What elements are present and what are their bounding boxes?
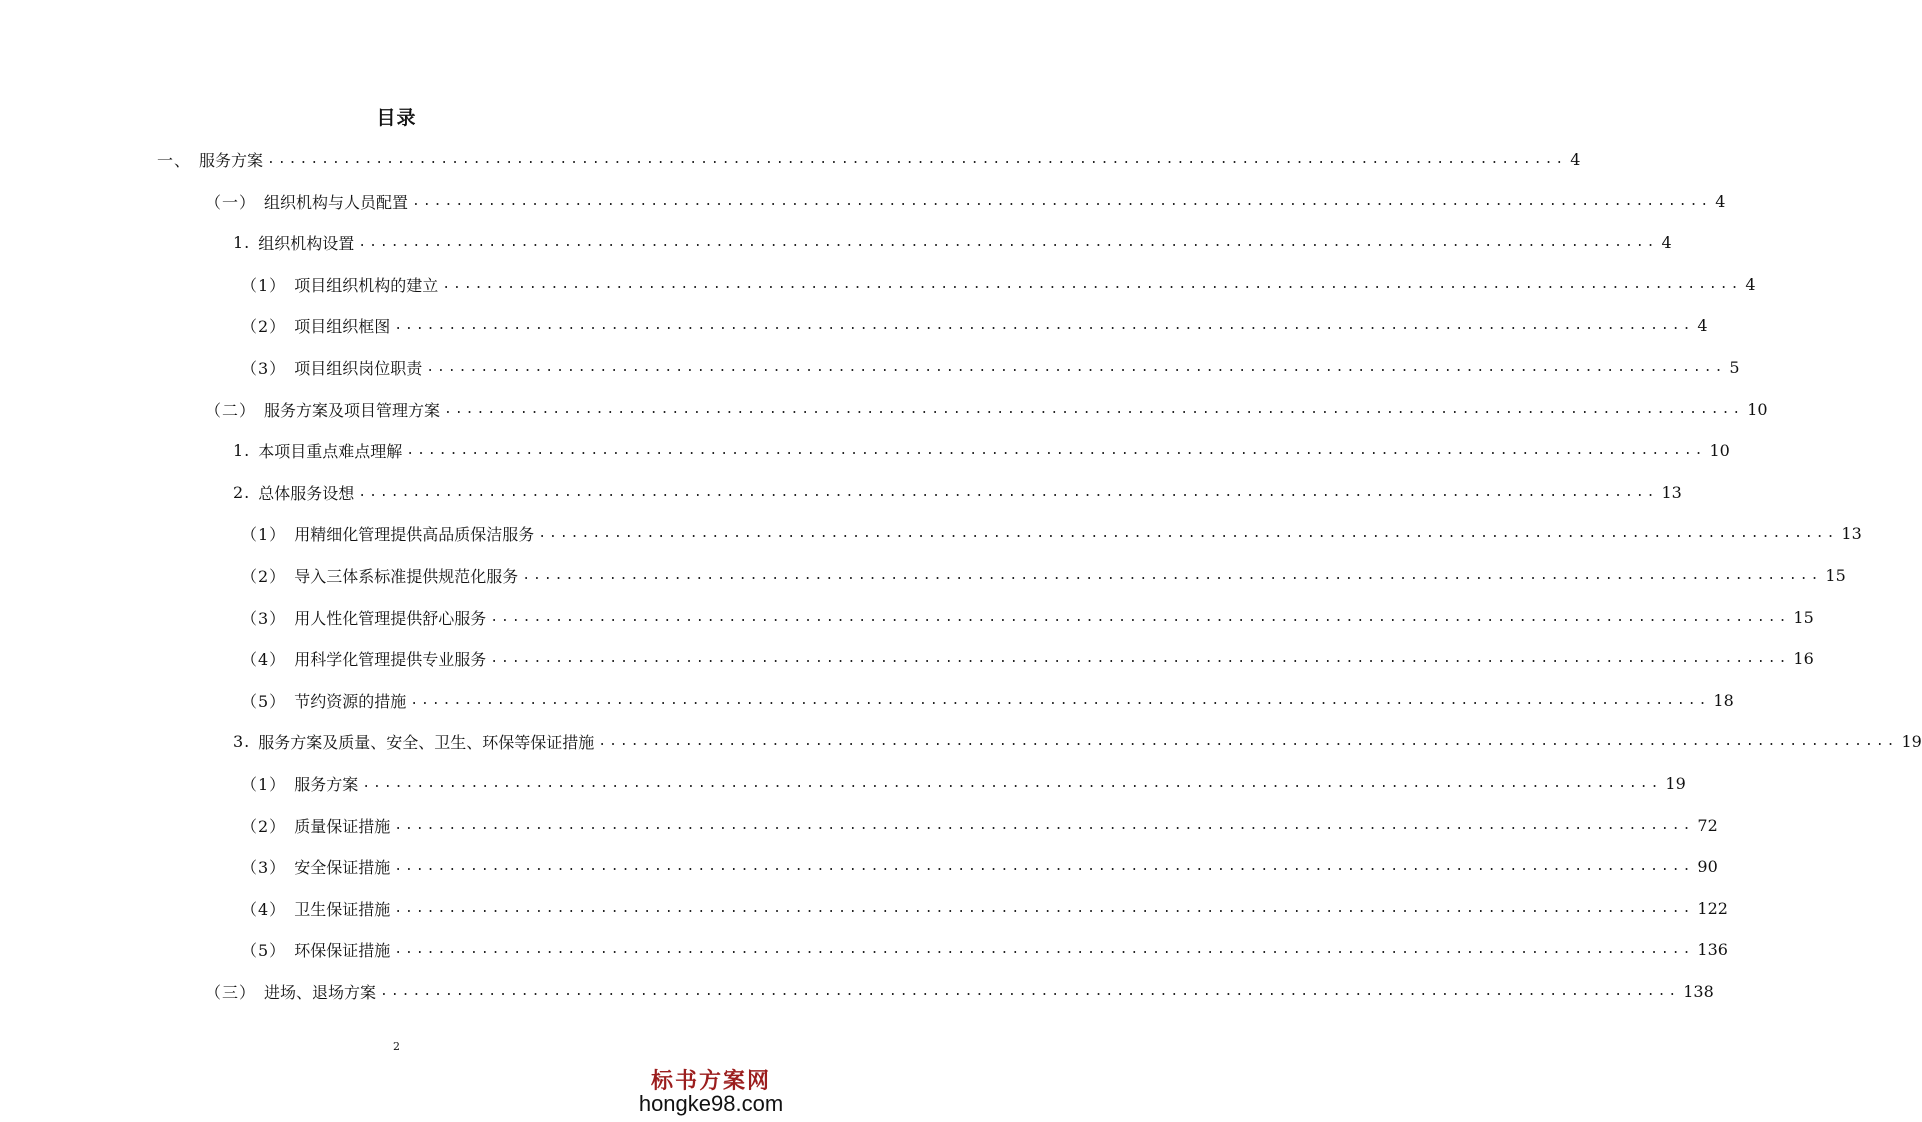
watermark-logo xyxy=(636,1064,786,1117)
toc-entry-number: 一、 xyxy=(157,150,192,170)
toc-entry[interactable] xyxy=(233,229,1672,255)
toc-entry-label: 导入三体系标准提供规范化服务 xyxy=(294,566,519,586)
toc-leader-dots: ........................................................................................................................ xyxy=(358,484,1658,500)
toc-entry-number: （二） xyxy=(205,400,257,420)
toc-entry-page: 16 xyxy=(1793,648,1814,668)
toc-entry-page: 15 xyxy=(1793,607,1814,627)
toc-entry[interactable] xyxy=(233,437,1730,463)
toc-entry-number: （2） xyxy=(241,816,287,836)
toc-entry-label: 总体服务设想 xyxy=(258,483,355,503)
toc-entry-page: 5 xyxy=(1729,357,1740,377)
toc-entry[interactable] xyxy=(241,895,1728,921)
toc-leader-dots: ........................................................................................................................ xyxy=(394,317,1694,333)
toc-entry[interactable] xyxy=(241,812,1718,838)
toc-entry-page: 10 xyxy=(1709,440,1730,460)
toc-entry[interactable] xyxy=(241,645,1814,671)
toc-leader-dots: ........................................................................................................................ xyxy=(412,193,1712,209)
toc-entry-label: 项目组织机构的建立 xyxy=(294,275,439,295)
toc-entry-page: 19 xyxy=(1665,773,1686,793)
toc-entry-page: 90 xyxy=(1697,856,1718,876)
toc-leader-dots: ........................................................................................................................ xyxy=(444,401,1744,417)
toc-entry[interactable] xyxy=(205,978,1714,1004)
toc-entry-page: 15 xyxy=(1825,565,1846,585)
toc-entry-label: 组织机构设置 xyxy=(258,233,355,253)
toc-entry-label: 节约资源的措施 xyxy=(294,691,407,711)
watermark-en-text: hongke98.com xyxy=(638,1091,784,1116)
toc-entry-number: （1） xyxy=(241,275,287,295)
toc-entry-number: 1. xyxy=(233,440,251,460)
toc-entry[interactable] xyxy=(233,728,1922,754)
toc-entry-label: 用精细化管理提供高品质保洁服务 xyxy=(294,524,535,544)
toc-leader-dots: ........................................................................................................................ xyxy=(358,234,1658,250)
toc-entry-page: 4 xyxy=(1715,191,1726,211)
toc-entry-label: 用人性化管理提供舒心服务 xyxy=(294,608,487,628)
toc-entry-number: （2） xyxy=(241,316,287,336)
watermark-cn-text: 标书方案网 xyxy=(650,1069,771,1094)
toc-entry-number: （5） xyxy=(241,691,287,711)
toc-entry[interactable] xyxy=(241,687,1734,713)
toc-entry-label: 进场、退场方案 xyxy=(264,982,377,1002)
toc-entry-page: 4 xyxy=(1570,149,1581,169)
toc-leader-dots: ........................................................................................................................ xyxy=(394,941,1694,957)
toc-entry[interactable] xyxy=(241,354,1740,380)
toc-leader-dots: ........................................................................................................................ xyxy=(522,567,1822,583)
toc-entry-page: 10 xyxy=(1747,399,1768,419)
toc-entry[interactable] xyxy=(241,312,1708,338)
toc-leader-dots: ........................................................................................................................ xyxy=(410,692,1710,708)
toc-entry-number: （4） xyxy=(241,899,287,919)
toc-entry-label: 项目组织框图 xyxy=(294,316,391,336)
toc-entry[interactable] xyxy=(241,604,1814,630)
toc-entry-label: 项目组织岗位职责 xyxy=(294,358,423,378)
toc-leader-dots: ........................................................................................................................ xyxy=(490,609,1790,625)
toc-entry[interactable] xyxy=(241,562,1846,588)
toc-entry-label: 服务方案及质量、安全、卫生、环保等保证措施 xyxy=(258,732,595,752)
toc-leader-dots: ........................................................................................................................ xyxy=(490,650,1790,666)
toc-title: 目录 xyxy=(376,107,417,129)
toc-leader-dots: ........................................................................................................................ xyxy=(406,442,1706,458)
toc-entry-number: （三） xyxy=(205,982,257,1002)
toc-entry-number: （4） xyxy=(241,649,287,669)
toc-entry-number: （3） xyxy=(241,358,287,378)
toc-leader-dots: ........................................................................................................................ xyxy=(267,151,1567,167)
toc-entry-label: 本项目重点难点理解 xyxy=(258,441,403,461)
toc-leader-dots: ........................................................................................................................ xyxy=(426,359,1726,375)
toc-entry-number: 1. xyxy=(233,232,251,252)
toc-leader-dots: ........................................................................................................................ xyxy=(394,900,1694,916)
toc-leader-dots: ........................................................................................................................ xyxy=(598,733,1898,749)
toc-entry-label: 组织机构与人员配置 xyxy=(264,192,409,212)
toc-entry-page: 122 xyxy=(1697,898,1728,918)
toc-entry-page: 72 xyxy=(1697,815,1718,835)
toc-leader-dots: ........................................................................................................................ xyxy=(394,858,1694,874)
toc-entry-label: 安全保证措施 xyxy=(294,857,391,877)
toc-entry-page: 13 xyxy=(1661,482,1682,502)
toc-entry-page: 13 xyxy=(1841,523,1862,543)
page-number: 2 xyxy=(393,1040,400,1053)
toc-entry-number: 2. xyxy=(233,482,251,502)
toc-entry-page: 138 xyxy=(1683,981,1714,1001)
toc-entry-number: （1） xyxy=(241,774,287,794)
toc-entry[interactable] xyxy=(241,271,1756,297)
toc-entry-label: 服务方案及项目管理方案 xyxy=(264,400,441,420)
toc-leader-dots: ........................................................................................................................ xyxy=(380,983,1680,999)
toc-entry-number: （一） xyxy=(205,192,257,212)
toc-leader-dots: ........................................................................................................................ xyxy=(394,817,1694,833)
toc-entry-page: 4 xyxy=(1745,274,1756,294)
toc-entry-number: （2） xyxy=(241,566,287,586)
toc-entry-label: 环保保证措施 xyxy=(294,940,391,960)
toc-entry-number: （3） xyxy=(241,857,287,877)
toc-entry-number: （5） xyxy=(241,940,287,960)
toc-entry-page: 19 xyxy=(1901,731,1922,751)
toc-entry[interactable] xyxy=(233,479,1682,505)
toc-entry-label: 用科学化管理提供专业服务 xyxy=(294,649,487,669)
toc-entry-page: 18 xyxy=(1713,690,1734,710)
toc-entry[interactable] xyxy=(241,770,1686,796)
toc-entry-label: 服务方案 xyxy=(199,150,264,170)
toc-entry[interactable] xyxy=(205,396,1768,422)
toc-entry-page: 4 xyxy=(1697,315,1708,335)
toc-leader-dots: ........................................................................................................................ xyxy=(362,775,1662,791)
toc-leader-dots: ........................................................................................................................ xyxy=(442,276,1742,292)
toc-entry-page: 4 xyxy=(1661,232,1672,252)
toc-entry-number: （3） xyxy=(241,608,287,628)
toc-entry[interactable] xyxy=(205,188,1726,214)
toc-entry-label: 质量保证措施 xyxy=(294,816,391,836)
toc-leader-dots: ........................................................................................................................ xyxy=(538,525,1838,541)
toc-entry[interactable] xyxy=(241,520,1862,546)
toc-entry-label: 卫生保证措施 xyxy=(294,899,391,919)
toc-entry-page: 136 xyxy=(1697,939,1728,959)
toc-entry-label: 服务方案 xyxy=(294,774,359,794)
toc-entry-number: （1） xyxy=(241,524,287,544)
toc-entry[interactable] xyxy=(241,853,1718,879)
toc-entry[interactable] xyxy=(157,146,1581,172)
toc-entry[interactable] xyxy=(241,936,1728,962)
toc-entry-number: 3. xyxy=(233,731,251,751)
